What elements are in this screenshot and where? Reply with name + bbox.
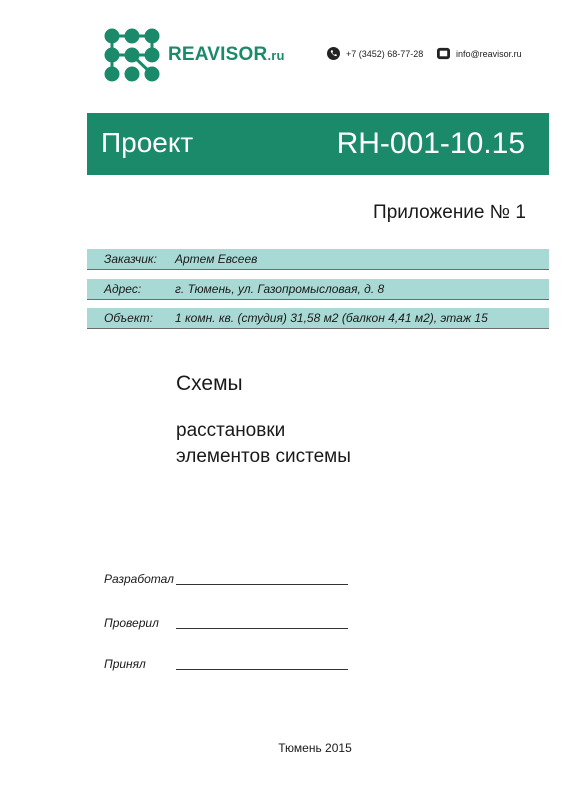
phone-contact: [327, 47, 423, 60]
signature-line: [176, 669, 348, 670]
info-label: Заказчик:: [104, 252, 157, 266]
info-value: г. Тюмень, ул. Газопромысловая, д. 8: [175, 282, 385, 296]
email-contact: [437, 47, 522, 60]
info-value: Артем Евсеев: [175, 252, 258, 266]
brand-name: REAVISOR.ru: [168, 44, 285, 65]
phone-number: +7 (3452) 68-77-28: [346, 48, 424, 59]
signature-line: [176, 628, 348, 629]
banner-title: Проект: [101, 127, 194, 158]
appendix-title: Приложение № 1: [373, 202, 526, 223]
info-row-customer: [87, 249, 549, 270]
doc-subtitle: [176, 418, 351, 470]
email-icon: [437, 47, 450, 60]
doc-heading: Схемы: [176, 372, 243, 395]
reavisor-logo-icon: [104, 28, 164, 82]
info-value: 1 комн. кв. (студия) 31,58 м2 (балкон 4,41 м2), этаж 15: [175, 311, 488, 325]
info-label: Объект:: [104, 311, 153, 325]
subtitle-line: расстановки: [176, 420, 286, 441]
info-label: Адрес:: [104, 282, 142, 296]
phone-icon: [327, 47, 340, 60]
project-banner: [87, 113, 549, 175]
signature-line: [176, 584, 348, 585]
project-code: RH-001-10.15: [336, 127, 525, 160]
info-row-address: [87, 279, 549, 300]
footer-city-year: Тюмень 2015: [278, 741, 352, 755]
info-row-object: [87, 308, 549, 329]
signature-label-accepted: Принял: [104, 657, 146, 671]
signature-label-checked: Проверил: [104, 616, 159, 630]
subtitle-line: элементов системы: [176, 446, 351, 467]
email-address: info@reavisor.ru: [456, 48, 522, 59]
signature-label-developed: Разработал: [104, 572, 174, 586]
